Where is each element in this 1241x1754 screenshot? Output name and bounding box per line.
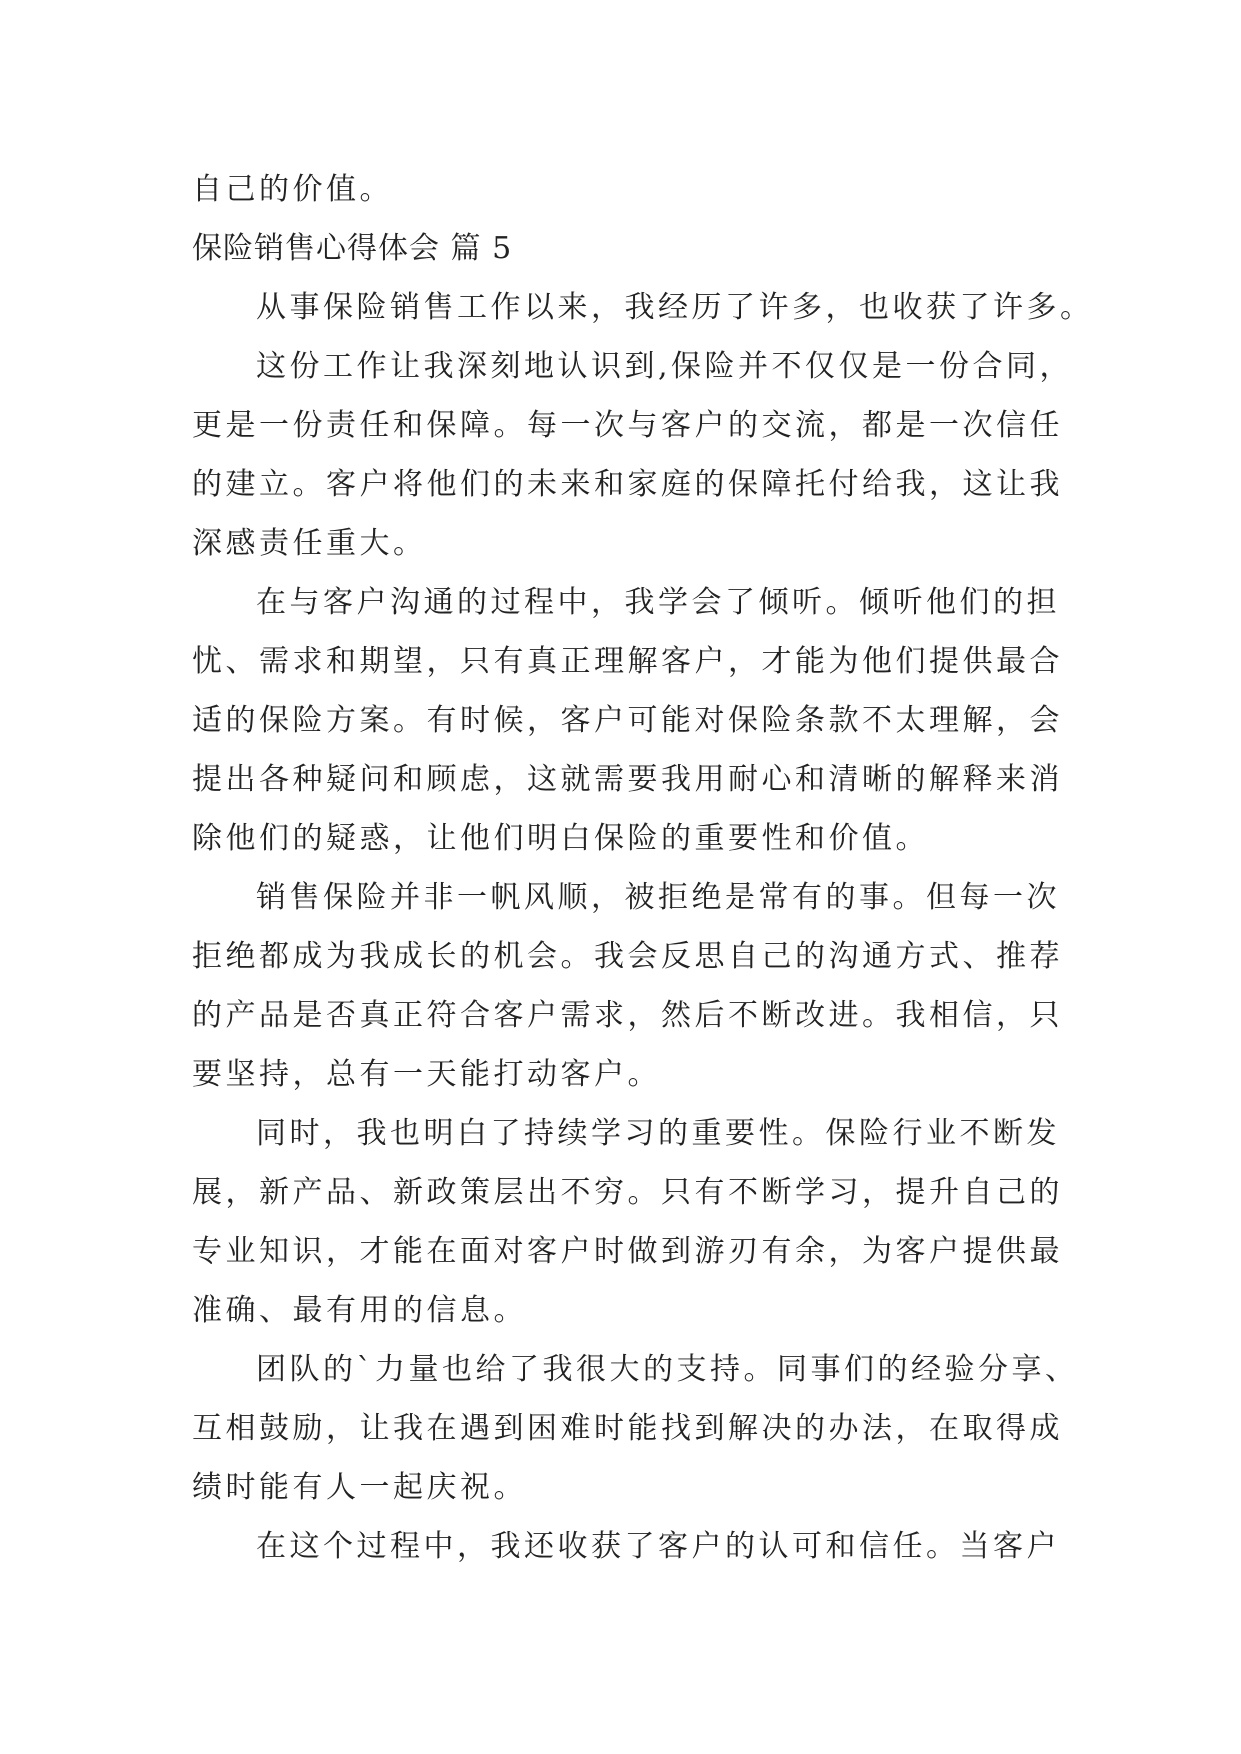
paragraph-line: 互相鼓励，让我在遇到困难时能找到解决的办法，在取得成 [192, 1411, 1063, 1446]
continuation-line: 自己的价值。 [192, 172, 393, 207]
paragraph-6 [192, 1340, 1079, 1517]
paragraph-line: 专业知识，才能在面对客户时做到游刃有余，为客户提供最 [192, 1234, 1063, 1269]
paragraph-line: 提出各种疑问和顾虑，这就需要我用耐心和清晰的解释来消 [192, 762, 1063, 797]
paragraph-line: 的建立。客户将他们的未来和家庭的保障托付给我，这让我 [192, 467, 1063, 502]
paragraph-line: 在这个过程中，我还收获了客户的认可和信任。当客户 [256, 1529, 1060, 1564]
paragraph-line: 的产品是否真正符合客户需求，然后不断改进。我相信，只 [192, 998, 1063, 1033]
paragraph-line: 绩时能有人一起庆祝。 [192, 1470, 527, 1505]
paragraph-4 [192, 868, 1063, 1104]
paragraph-line: 同时，我也明白了持续学习的重要性。保险行业不断发 [256, 1116, 1060, 1151]
paragraph-line: 在与客户沟通的过程中，我学会了倾听。倾听他们的担 [256, 585, 1060, 620]
paragraph-line: 拒绝都成为我成长的机会。我会反思自己的沟通方式、推荐 [192, 939, 1063, 974]
document-body [192, 160, 1094, 1576]
paragraph-2 [192, 337, 1074, 573]
paragraph-line: 从事保险销售工作以来，我经历了许多，也收获了许多。 [256, 290, 1094, 325]
paragraph-line: 销售保险并非一帆风顺，被拒绝是常有的事。但每一次 [256, 880, 1060, 915]
paragraph-line: 深感责任重大。 [192, 526, 427, 561]
paragraph-line: 更是一份责任和保障。每一次与客户的交流，都是一次信任 [192, 408, 1063, 443]
paragraph-5 [192, 1104, 1063, 1340]
paragraph-line: 忧、需求和期望，只有真正理解客户，才能为他们提供最合 [192, 644, 1063, 679]
paragraph-line: 准确、最有用的信息。 [192, 1293, 527, 1328]
paragraph-1 [192, 278, 1094, 337]
paragraph-7 [192, 1517, 1060, 1576]
paragraph-line: 除他们的疑惑，让他们明白保险的重要性和价值。 [192, 821, 929, 856]
paragraph-line: 这份工作让我深刻地认识到,保险并不仅仅是一份合同， [256, 349, 1074, 384]
paragraph-line: 展，新产品、新政策层出不穷。只有不断学习，提升自己的 [192, 1175, 1063, 1210]
paragraph-line: 要坚持，总有一天能打动客户。 [192, 1057, 661, 1092]
paragraph-line: 适的保险方案。有时候，客户可能对保险条款不太理解，会 [192, 703, 1063, 738]
paragraph-line: 团队的`力量也给了我很大的支持。同事们的经验分享、 [256, 1352, 1079, 1387]
paragraph-3 [192, 573, 1063, 868]
section-heading: 保险销售心得体会 篇 5 [192, 231, 513, 266]
